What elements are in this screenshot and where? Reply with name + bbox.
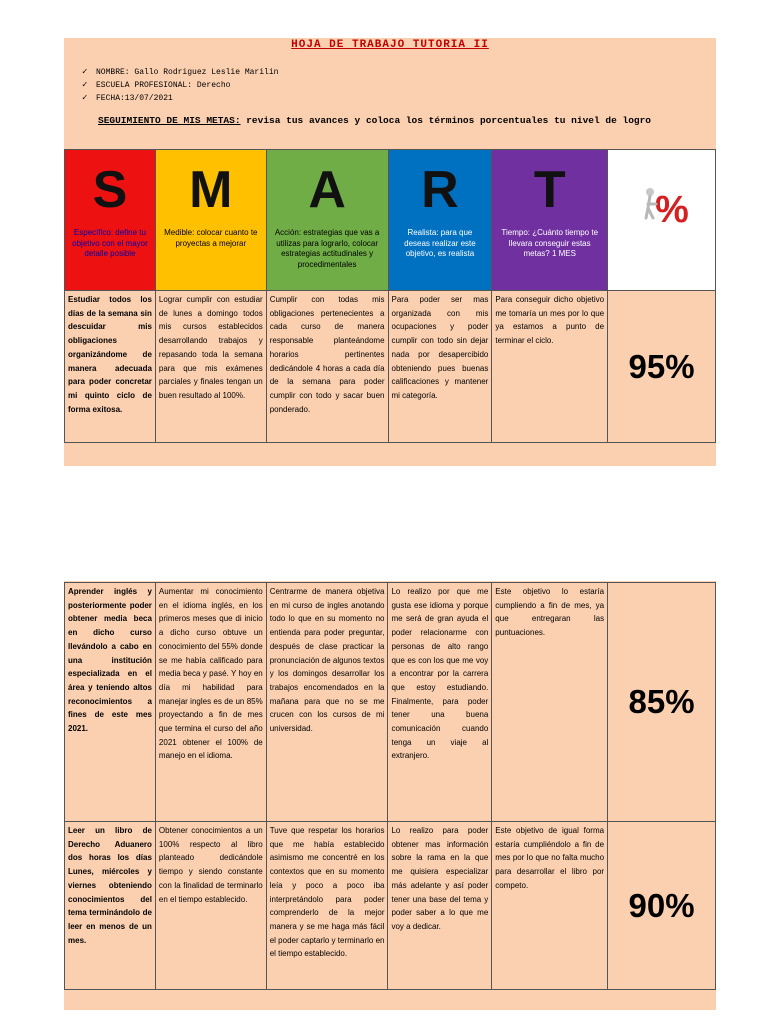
smart-letter: R	[421, 161, 459, 219]
smart-desc: Tiempo: ¿Cuánto tiempo te llevara conseguir estas metas? 1 MES	[501, 228, 599, 258]
goal-action-cell: Cumplir con todas mis obligaciones pertenecientes a cada curso de manera responsable planteándome horarios pertinentes dedicándole 4 horas a cada día de la semana para poder cumplir con todo y sacar buen ponderado.	[266, 291, 388, 443]
svg-text:%: %	[655, 189, 689, 231]
goal-row	[65, 583, 716, 822]
goal-specific-cell: Leer un libro de Derecho Aduanero dos horas los días Lunes, miércoles y viernes obteniendo conocimientos del tema terminándolo de leer en menos de un mes.	[65, 822, 156, 990]
goal-realistic-cell: Lo realizo para poder obtener mas información sobre la rama en la que me quisiera especializar más adelante y así poder tener una base del tema y poder saber a lo que me voy a dedicar.	[388, 822, 492, 990]
info-item-school	[82, 79, 278, 92]
goal-action-cell: Centrarme de manera objetiva en mi curso de ingles anotando todo lo que en su momento no entienda para poder preguntar, después de clase practicar la pronunciación de algunos textos y los domingos desarrollar los trabajos encomendados en la mañana para que no se me crucen con los cursos de mi universidad.	[266, 583, 388, 822]
info-date-text: FECHA:13/07/2021	[96, 94, 173, 103]
smart-letter: M	[189, 161, 233, 219]
goals-label: SEGUIMIENTO DE MIS METAS:	[98, 115, 241, 126]
goal-measurable-cell: Lograr cumplir con estudiar de lunes a domingo todos mis cursos establecidos desarrollando trabajos y repasando toda la semana para que mis exámenes parciales y finales tengan un buen resultado al 100%.	[155, 291, 266, 443]
worksheet-page-2	[64, 581, 716, 1010]
smart-header-r	[388, 150, 492, 291]
goal-percentage: 85%	[608, 583, 716, 822]
goal-measurable-cell: Aumentar mi conocimiento en el idioma inglés, en los primeros meses que di inicio a dicho curso obtuve un conocimiento del 55% donde se me había calificado para media beca y pasé. Y hoy en día mi habilidad para manejar ingles es de un 85% proyectando a fin de mes que termina el curso del año 2021 obtener el 100% de manejo en el idioma.	[155, 583, 266, 822]
smart-header-a	[266, 150, 388, 291]
smart-letter: T	[533, 161, 566, 219]
goal-measurable-cell: Obtener conocimientos a un 100% respecto al libro planteado dedicándole tiempo y siendo constante con la finalidad de terminarlo en el tiempo establecido.	[155, 822, 266, 990]
info-item-date	[82, 92, 278, 105]
goal-time-cell: Este objetivo lo estaría cumpliendo a fin de mes, ya que entregaran las puntuaciones.	[492, 583, 608, 822]
smart-letter: S	[92, 161, 128, 219]
checkmark-icon: ✓	[82, 93, 88, 103]
info-school-text: ESCUELA PROFESIONAL: Derecho	[96, 81, 231, 90]
goals-text: revisa tus avances y coloca los términos porcentuales tu nivel de logro	[240, 115, 651, 126]
goal-specific-cell: Aprender inglés y posteriormente poder obtener media beca en dicho curso llevándolo a cabo en una institución especializada en el área y teniendo altos reconocimientos a fines de este mes 2021.	[65, 583, 156, 822]
goal-specific-cell: Estudiar todos los días de la semana sin descuidar mis obligaciones organizándome de manera adecuada para poder concretar mi quinto ciclo de forma exitosa.	[65, 291, 156, 443]
checkmark-icon: ✓	[82, 67, 88, 77]
goal-row	[65, 291, 716, 443]
goal-time-cell: Este objetivo de igual forma estaría cumpliéndolo a fin de mes por lo que no falta mucho para desarrollar el libro por competo.	[492, 822, 608, 990]
worksheet-page-1	[64, 38, 716, 466]
smart-header-s	[65, 150, 156, 291]
goal-realistic-cell: Lo realizo por que me gusta ese idioma y porque me será de gran ayuda el poder relacionarme con personas de alto rango que es con los que me voy a encontrar por la carrera que estoy estudiando. Finalmente, para poder tener una buena comunicación cuando tenga un viaje al extranjero.	[388, 583, 492, 822]
checkmark-icon: ✓	[82, 80, 88, 90]
smart-desc: Acción: estrategias que vas a utilizas para lograrlo, colocar estrategias actitudinales y procedimentales	[274, 228, 380, 269]
smart-header-m	[155, 150, 266, 291]
goal-realistic-cell: Para poder ser mas organizada con mis ocupaciones y poder cumplir con todo sin dejar nada por desapercibido obteniendo pues buenas calificaciones y mantener mi categoría.	[388, 291, 492, 443]
info-item-name	[82, 66, 278, 79]
goal-percentage: 90%	[608, 822, 716, 990]
smart-table-continued	[64, 582, 716, 990]
goal-time-cell: Para conseguir dicho objetivo me tomaría un mes por lo que ya estamos a punto de terminar el ciclo.	[492, 291, 608, 443]
smart-table	[64, 149, 716, 443]
goal-row	[65, 822, 716, 990]
goals-instruction	[98, 114, 716, 127]
percent-header	[608, 150, 716, 291]
smart-letter: A	[308, 161, 346, 219]
student-info-list	[82, 66, 278, 105]
page-title: HOJA DE TRABAJO TUTORIA II	[291, 39, 489, 51]
smart-desc: Realista: para que deseas realizar este objetivo, es realista	[404, 228, 476, 258]
smart-header-row	[65, 150, 716, 291]
info-name-text: NOMBRE: Gallo Rodriguez Leslie Marilin	[96, 68, 279, 77]
goal-action-cell: Tuve que respetar los horarios que me había establecido asimismo me concentré en los contextos que en su momento leía y poco a poco iba interpretándolo para poder comprenderlo de la mejor manera y se me haga más fácil el poder captarlo y terminarlo en el tiempo establecido.	[266, 822, 388, 990]
smart-header-t	[492, 150, 608, 291]
goal-percentage: 95%	[608, 291, 716, 443]
percent-person-icon	[642, 182, 689, 231]
smart-desc: Medible: colocar cuanto te proyectas a mejorar	[164, 228, 258, 248]
smart-desc: Específico: define tu objetivo con el mayor detalle posible	[72, 228, 148, 258]
